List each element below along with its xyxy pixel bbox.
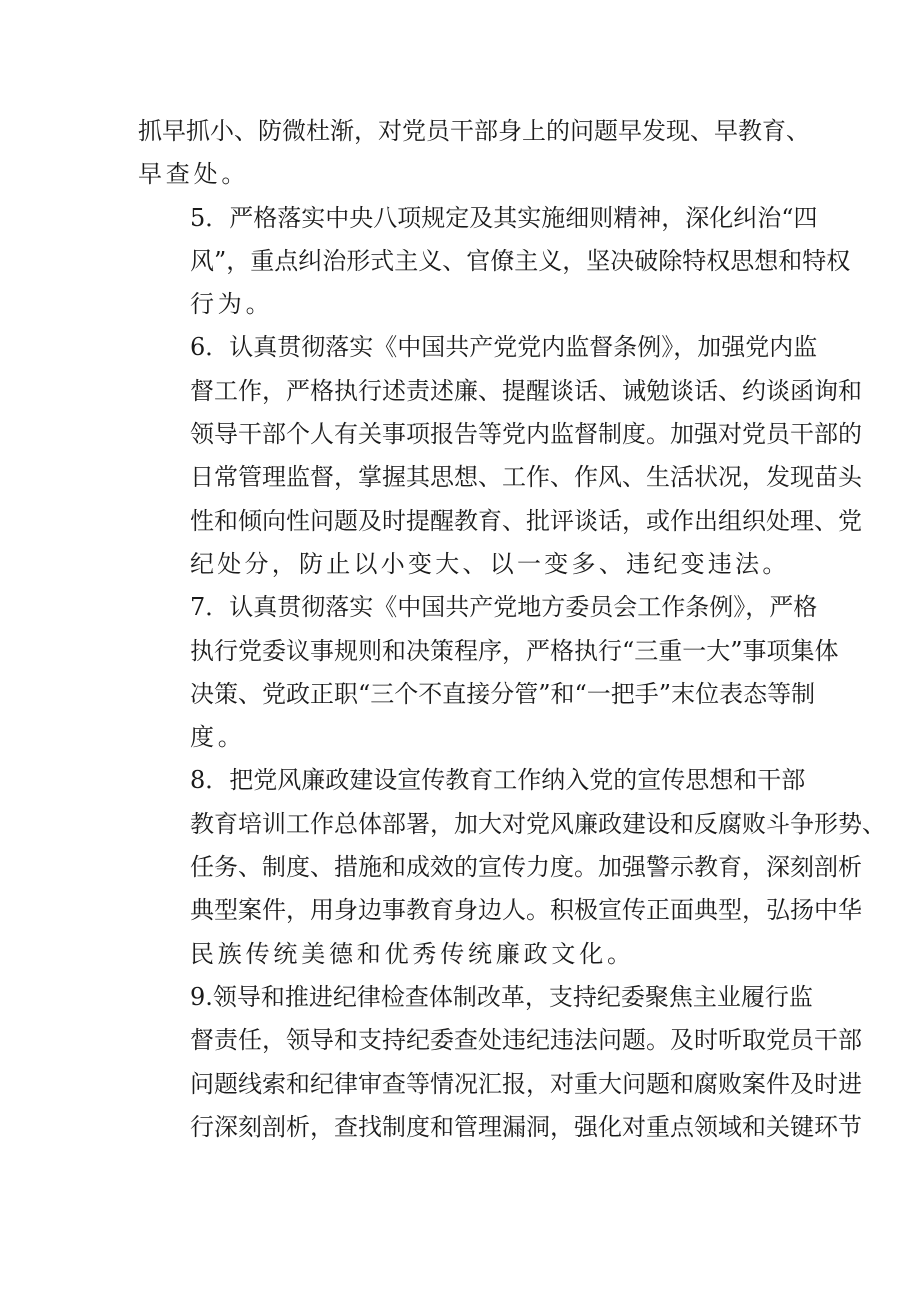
text-line: 抓早抓小、防微杜渐，对党员干部身上的问题早发现、早教育、 [138, 117, 810, 145]
text-line: 民族传统美德和优秀传统廉政文化。 [190, 939, 635, 968]
text-line: 性和倾向性问题及时提醒教育、批评谈话，或作出组织处理、党 [190, 506, 862, 535]
text-line: 5．严格落实中央八项规定及其实施细则精神，深化纠治“四 [190, 203, 818, 232]
text-line: 行为。 [190, 290, 274, 319]
text-line: 纪处分，防止以小变大、以一变多、违纪变违法。 [190, 549, 790, 578]
text-line: 7．认真贯彻落实《中国共产党地方委员会工作条例》，严格 [190, 593, 818, 622]
paragraph-item-8 [138, 759, 886, 975]
text-line: 早查处。 [138, 160, 250, 189]
text-line: 教育培训工作总体部署，加大对党风廉政建设和反腐败斗争形势、 [190, 809, 886, 838]
text-line: 日常管理监督，掌握其思想、工作、作风、生活状况，发现苗头 [190, 463, 862, 492]
document-page [138, 110, 886, 1149]
text-line: 9.领导和推进纪律检查体制改革，支持纪委聚焦主业履行监 [190, 982, 813, 1011]
text-line: 风”，重点纠治形式主义、官僚主义，坚决破除特权思想和特权 [190, 246, 851, 275]
paragraph-continuation [138, 110, 810, 197]
text-line: 行深刻剖析，查找制度和管理漏洞，强化对重点领域和关键环节 [190, 1112, 862, 1141]
text-line: 度。 [190, 723, 246, 752]
text-line: 任务、制度、措施和成效的宣传力度。加强警示教育，深刻剖析 [190, 853, 862, 882]
paragraph-item-9 [138, 976, 862, 1149]
text-line: 典型案件，用身边事教育身边人。积极宣传正面典型，弘扬中华 [190, 896, 862, 925]
text-line: 领导干部个人有关事项报告等党内监督制度。加强对党员干部的 [190, 420, 862, 449]
paragraph-item-7 [138, 586, 839, 759]
text-line: 决策、党政正职“三个不直接分管”和“一把手”末位表态等制 [190, 679, 816, 708]
text-line: 问题线索和纪律审查等情况汇报，对重大问题和腐败案件及时进 [190, 1069, 862, 1098]
text-line: 6．认真贯彻落实《中国共产党党内监督条例》，加强党内监 [190, 333, 818, 362]
text-line: 督责任，领导和支持纪委查处违纪违法问题。及时听取党员干部 [190, 1026, 862, 1055]
paragraph-item-5 [138, 197, 851, 327]
paragraph-item-6 [138, 326, 862, 586]
text-line: 8．把党风廉政建设宣传教育工作纳入党的宣传思想和干部 [190, 766, 806, 795]
text-line: 执行党委议事规则和决策程序，严格执行“三重一大”事项集体 [190, 636, 839, 665]
text-line: 督工作，严格执行述责述廉、提醒谈话、诫勉谈话、约谈函询和 [190, 376, 862, 405]
